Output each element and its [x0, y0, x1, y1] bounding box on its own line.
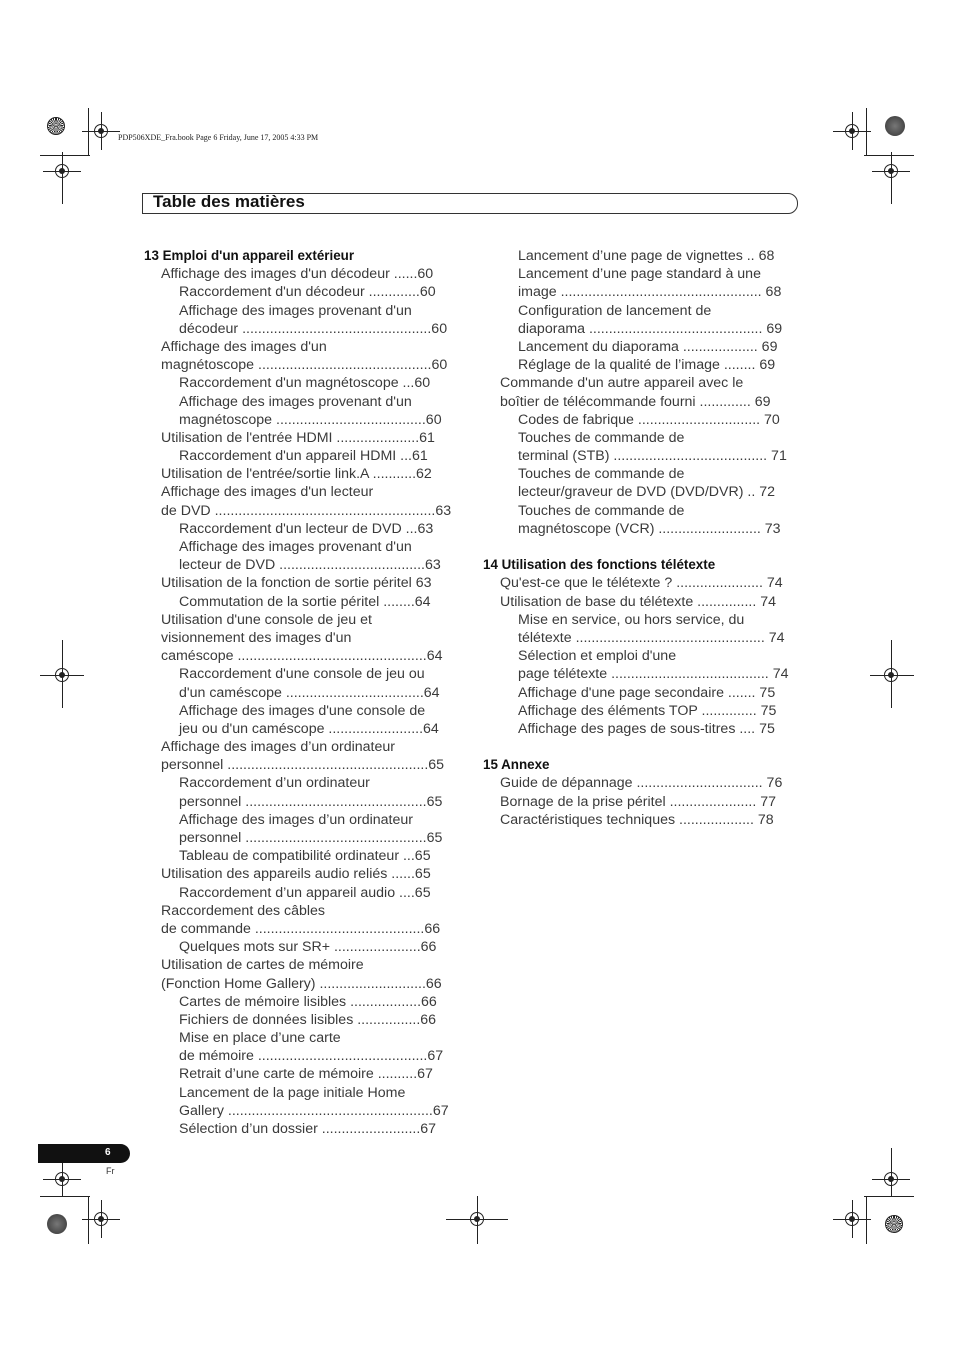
- crop-line: [40, 1196, 90, 1197]
- toc-entry[interactable]: Codes de fabrique ............................... 70: [518, 411, 780, 428]
- toc-entry[interactable]: Qu'est-ce que le télétexte ? ...................... 74: [500, 575, 783, 592]
- crosshair-line: [101, 1200, 102, 1238]
- toc-entry[interactable]: Raccordement d'une console de jeu ou: [179, 666, 425, 683]
- toc-entry[interactable]: visionnement des images d'un: [161, 629, 352, 646]
- crosshair-line: [852, 112, 853, 150]
- registration-swirl-icon: [47, 117, 65, 135]
- toc-entry[interactable]: Utilisation de l'entrée HDMI .....................61: [161, 429, 435, 446]
- crop-line: [88, 1196, 89, 1244]
- toc-entry[interactable]: Raccordement d’un appareil audio ....65: [179, 884, 431, 901]
- toc-entry[interactable]: Guide de dépannage ................................ 76: [500, 775, 783, 792]
- toc-entry[interactable]: Affichage des images d'un décodeur ......60: [161, 266, 434, 283]
- toc-entry[interactable]: Utilisation d'une console de jeu et: [161, 611, 372, 628]
- toc-entry[interactable]: Lancement d’une page de vignettes .. 68: [518, 248, 775, 264]
- toc-entry[interactable]: personnel ..............................................65: [179, 793, 443, 810]
- toc-entry[interactable]: Utilisation de l'entrée/sortie link.A ...........62: [161, 466, 432, 483]
- toc-section-heading[interactable]: 13 Emploi d'un appareil extérieur: [144, 248, 355, 263]
- toc-entry[interactable]: Affichage des images d’un ordinateur: [179, 811, 413, 828]
- crosshair-line: [101, 112, 102, 150]
- toc-column-left: [144, 247, 464, 1138]
- registration-dot-icon: [47, 1214, 67, 1234]
- toc-entry[interactable]: Affichage des images d’un ordinateur: [161, 739, 395, 756]
- crop-line: [40, 155, 90, 156]
- toc-entry[interactable]: Touches de commande de: [518, 502, 685, 519]
- toc-section-heading[interactable]: 14 Utilisation des fonctions télétexte: [483, 557, 716, 573]
- toc-entry[interactable]: Commutation de la sortie péritel ........64: [179, 593, 431, 610]
- crosshair-line: [891, 1148, 892, 1196]
- toc-entry[interactable]: Affichage d'une page secondaire ....... 75: [518, 684, 776, 701]
- toc-entry[interactable]: Utilisation des appareils audio reliés ......65: [161, 866, 431, 883]
- toc-entry[interactable]: Caractéristiques techniques ................... 78: [500, 811, 774, 828]
- crosshair-line: [870, 675, 914, 676]
- toc-entry[interactable]: Lancement d’une page standard à une: [518, 266, 761, 283]
- crosshair-line: [477, 1196, 478, 1244]
- toc-entry[interactable]: Retrait d’une carte de mémoire ..........67: [179, 1066, 433, 1083]
- toc-entry[interactable]: d'un caméscope ...................................64: [179, 684, 440, 701]
- toc-entry[interactable]: (Fonction Home Gallery) ...........................66: [161, 975, 442, 992]
- page-number: 6: [105, 1147, 111, 1158]
- toc-entry[interactable]: Configuration de lancement de: [518, 302, 712, 319]
- toc-entry[interactable]: Raccordement d'un appareil HDMI ...61: [179, 448, 428, 465]
- toc-entry[interactable]: Affichage des images d'un: [161, 338, 327, 355]
- toc-entry[interactable]: Raccordement des câbles: [161, 902, 326, 919]
- crop-line: [88, 108, 89, 156]
- toc-column-right: [483, 247, 803, 829]
- crop-line: [864, 1196, 914, 1197]
- page-title: Table des matières: [153, 192, 305, 211]
- toc-entry[interactable]: Raccordement d'un magnétoscope ...60: [179, 375, 431, 392]
- toc-entry[interactable]: boîtier de télécommande fourni ............. 69: [500, 393, 771, 410]
- toc-entry[interactable]: Touches de commande de: [518, 429, 685, 446]
- toc-entry[interactable]: Lancement du diaporama ................... 69: [518, 338, 778, 355]
- toc-entry[interactable]: personnel ...................................................65: [161, 757, 445, 774]
- toc-section-heading[interactable]: 15 Annexe: [483, 757, 550, 773]
- toc-entry[interactable]: Sélection d’un dossier .........................67: [179, 1121, 437, 1137]
- toc-entry[interactable]: Gallery ....................................................67: [179, 1102, 449, 1119]
- toc-entry[interactable]: Affichage des images provenant d'un: [179, 393, 412, 410]
- page-number-tab: [38, 1144, 130, 1163]
- toc-entry[interactable]: Tableau de compatibilité ordinateur ...65: [179, 848, 431, 865]
- toc-entry[interactable]: Affichage des éléments TOP .............. 75: [518, 702, 777, 719]
- book-info: PDP506XDE_Fra.book Page 6 Friday, June 17, 2005 4:33 PM: [118, 133, 319, 142]
- toc-entry[interactable]: lecteur de DVD .....................................63: [179, 557, 441, 574]
- toc-entry[interactable]: Raccordement d'un lecteur de DVD ...63: [179, 520, 434, 537]
- toc-entry[interactable]: Affichage des images provenant d'un: [179, 302, 412, 319]
- crosshair-line: [62, 152, 63, 204]
- toc-entry[interactable]: Utilisation de base du télétexte ............... 74: [500, 593, 777, 610]
- crop-line: [866, 108, 867, 156]
- toc-entry[interactable]: Affichage des images provenant d'un: [179, 539, 412, 555]
- toc-entry[interactable]: Raccordement d’un ordinateur: [179, 775, 370, 792]
- toc-entry[interactable]: diaporama ............................................ 69: [518, 320, 783, 337]
- toc-entry[interactable]: Mise en service, ou hors service, du: [518, 611, 745, 628]
- toc-spacer: [483, 738, 803, 756]
- toc-entry[interactable]: lecteur/graveur de DVD (DVD/DVR) .. 72: [518, 484, 776, 501]
- toc-entry[interactable]: Lancement de la page initiale Home: [179, 1084, 406, 1101]
- crosshair-line: [852, 1200, 853, 1238]
- toc-entry[interactable]: télétexte ................................................ 74: [518, 629, 785, 646]
- toc-entry[interactable]: Bornage de la prise péritel ...................... 77: [500, 793, 777, 810]
- toc-entry[interactable]: jeu ou d'un caméscope ........................64: [179, 720, 439, 737]
- toc-spacer: [483, 538, 803, 556]
- toc-entry[interactable]: image ................................................... 68: [518, 284, 782, 301]
- crosshair-line: [891, 640, 892, 708]
- toc-entry[interactable]: de DVD ........................................................63: [161, 502, 452, 519]
- toc-entry[interactable]: Fichiers de données lisibles ................66: [179, 1011, 437, 1028]
- crosshair-line: [891, 152, 892, 204]
- toc-entry[interactable]: de mémoire ...........................................67: [179, 1048, 444, 1065]
- toc-entry[interactable]: Raccordement d'un décodeur .............60: [179, 284, 436, 301]
- crop-line: [866, 1196, 867, 1244]
- toc-entry[interactable]: de commande ...........................................66: [161, 920, 441, 937]
- toc-entry[interactable]: caméscope ................................................64: [161, 648, 443, 665]
- language-code: Fr: [106, 1166, 115, 1176]
- toc-entry[interactable]: décodeur ................................................60: [179, 320, 448, 337]
- toc-entry[interactable]: page télétexte ........................................ 74: [518, 666, 789, 683]
- toc-entry[interactable]: Mise en place d’une carte: [179, 1030, 341, 1047]
- toc-entry[interactable]: Commande d'un autre appareil avec le: [500, 375, 744, 392]
- toc-entry[interactable]: magnétoscope (VCR) .......................... 73: [518, 520, 781, 537]
- toc-entry[interactable]: Touches de commande de: [518, 466, 685, 483]
- toc-entry[interactable]: Cartes de mémoire lisibles ..................66: [179, 993, 437, 1010]
- toc-entry[interactable]: Affichage des pages de sous-titres .... 75: [518, 720, 775, 737]
- toc-entry[interactable]: Réglage de la qualité de l’image ........ 69: [518, 357, 776, 374]
- toc-entry[interactable]: terminal (STB) ....................................... 71: [518, 448, 787, 465]
- toc-entry[interactable]: Affichage des images d'une console de: [179, 702, 426, 719]
- toc-entry[interactable]: Quelques mots sur SR+ ......................66: [179, 939, 437, 956]
- toc-entry[interactable]: Affichage des images d'un lecteur: [161, 484, 374, 501]
- crosshair-line: [62, 640, 63, 708]
- toc-entry[interactable]: Utilisation de cartes de mémoire: [161, 957, 364, 974]
- registration-dot-icon: [885, 116, 905, 136]
- crop-line: [864, 155, 914, 156]
- registration-swirl-icon: [885, 1215, 903, 1233]
- toc-entry[interactable]: magnétoscope ............................................60: [161, 357, 448, 374]
- toc-entry[interactable]: Utilisation de la fonction de sortie péritel 63: [161, 575, 432, 592]
- toc-entry[interactable]: Sélection et emploi d'une: [518, 648, 677, 665]
- toc-entry[interactable]: magnétoscope ......................................60: [179, 411, 442, 428]
- toc-entry[interactable]: personnel ..............................................65: [179, 830, 443, 846]
